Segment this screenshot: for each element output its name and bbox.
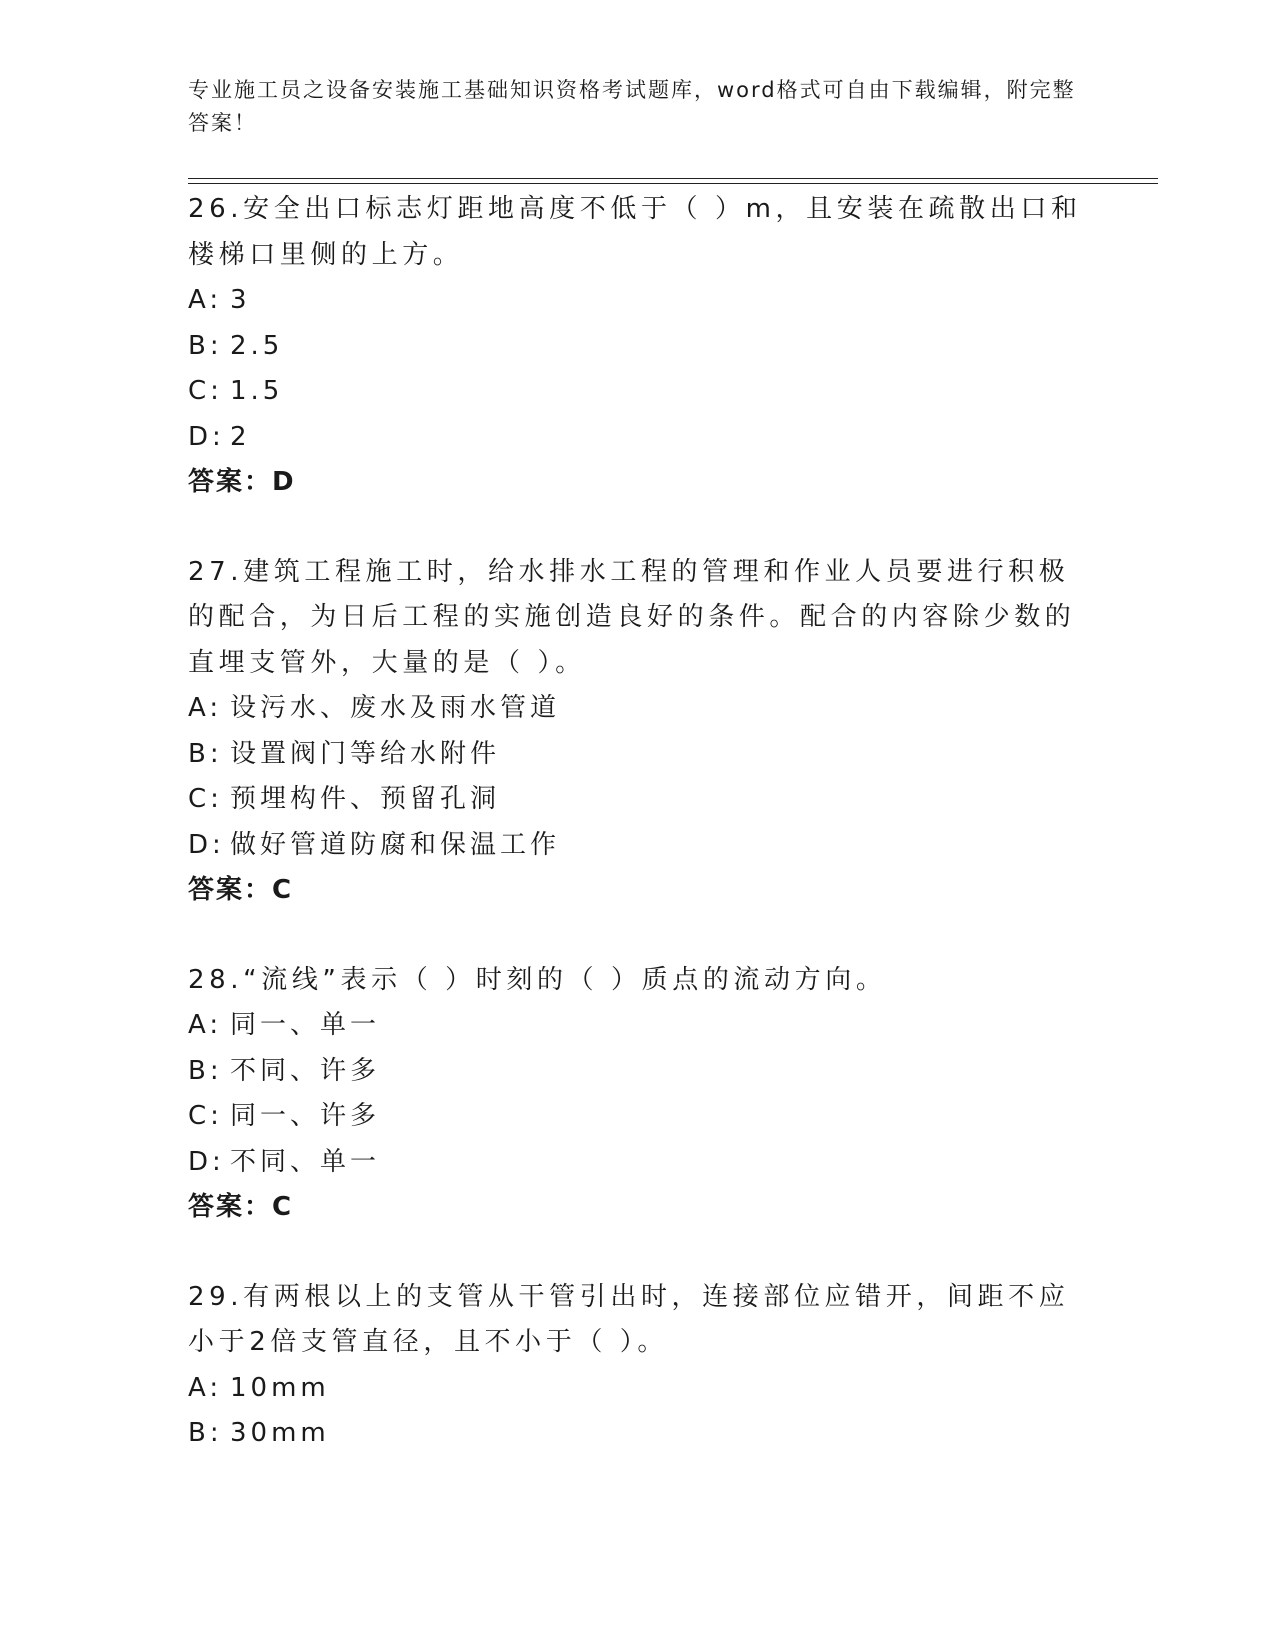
option-label: D: xyxy=(188,421,225,452)
question-stem xyxy=(188,550,1088,687)
question-26 xyxy=(188,187,1088,506)
option-text: 2.5 xyxy=(230,330,284,361)
option-text: 1.5 xyxy=(230,376,284,406)
question-number: 28. xyxy=(188,964,244,995)
option-label: A: xyxy=(188,693,223,723)
answer-line: 答案：C xyxy=(188,1192,294,1222)
option-b xyxy=(188,324,1088,370)
option-d xyxy=(188,415,1088,461)
question-number: 27. xyxy=(188,556,244,587)
option-text: 不同、单一 xyxy=(230,1146,381,1177)
option-d xyxy=(188,1140,1088,1186)
option-label: A: xyxy=(188,1372,223,1403)
option-label: A: xyxy=(188,285,223,315)
option-label: C: xyxy=(188,1101,223,1131)
option-text: 10mm xyxy=(230,1372,330,1403)
option-a xyxy=(188,1366,1088,1412)
document-header: 专业施工员之设备安装施工基础知识资格考试题库，word格式可自由下载编辑，附完整答案！ xyxy=(188,78,1076,135)
option-text: 设污水、废水及雨水管道 xyxy=(230,693,561,723)
option-label: B: xyxy=(188,1418,223,1448)
option-text: 同一、许多 xyxy=(230,1101,381,1131)
option-b xyxy=(188,1411,1088,1457)
option-a xyxy=(188,686,1088,732)
question-stem xyxy=(188,958,1088,1004)
option-label: B: xyxy=(188,738,223,769)
option-label: C: xyxy=(188,376,223,406)
option-label: D: xyxy=(188,829,225,860)
option-c xyxy=(188,369,1088,415)
option-label: D: xyxy=(188,1146,225,1177)
option-text: 不同、许多 xyxy=(230,1055,381,1086)
question-text: 有两根以上的支管从干管引出时，连接部位应错开，间距不应小于2倍支管直径，且不小于（ ）。 xyxy=(188,1281,1070,1357)
option-text: 预埋构件、预留孔洞 xyxy=(230,784,501,814)
option-a xyxy=(188,278,1088,324)
option-label: B: xyxy=(188,330,223,361)
question-text: “流线”表示（ ）时刻的（ ）质点的流动方向。 xyxy=(243,964,887,995)
header-divider-bottom xyxy=(188,183,1158,184)
option-text: 设置阀门等给水附件 xyxy=(230,738,501,769)
question-text: 建筑工程施工时，给水排水工程的管理和作业人员要进行积极的配合，为日后工程的实施创造良好的条件。配合的内容除少数的直埋支管外，大量的是（ ）。 xyxy=(188,556,1076,678)
option-label: B: xyxy=(188,1055,223,1086)
option-c xyxy=(188,1094,1088,1140)
option-text: 做好管道防腐和保温工作 xyxy=(230,829,561,860)
answer-line: 答案：C xyxy=(188,875,294,905)
option-label: A: xyxy=(188,1010,223,1040)
option-label: C: xyxy=(188,784,223,814)
option-a xyxy=(188,1003,1088,1049)
question-29 xyxy=(188,1275,1088,1457)
question-text: 安全出口标志灯距地高度不低于（ ）m，且安装在疏散出口和楼梯口里侧的上方。 xyxy=(188,194,1082,270)
question-stem xyxy=(188,187,1088,278)
option-c xyxy=(188,777,1088,823)
option-b xyxy=(188,732,1088,778)
question-27 xyxy=(188,550,1088,914)
question-list xyxy=(188,187,1088,1457)
option-text: 3 xyxy=(230,285,251,315)
header-divider-top xyxy=(188,178,1158,179)
option-text: 2 xyxy=(230,421,251,452)
question-number: 29. xyxy=(188,1281,244,1312)
question-stem xyxy=(188,1275,1088,1366)
question-28 xyxy=(188,958,1088,1231)
option-text: 同一、单一 xyxy=(230,1010,381,1040)
option-text: 30mm xyxy=(230,1418,330,1448)
question-number: 26. xyxy=(188,194,244,224)
option-b xyxy=(188,1049,1088,1095)
option-d xyxy=(188,823,1088,869)
answer-line: 答案：D xyxy=(188,467,296,497)
